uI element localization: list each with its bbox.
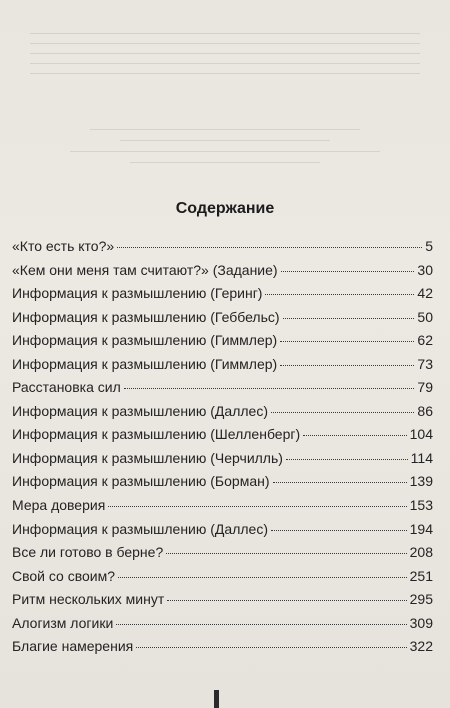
dot-leader xyxy=(286,459,408,460)
table-of-contents xyxy=(12,238,433,662)
toc-entry-page: 114 xyxy=(410,449,433,466)
toc-entry xyxy=(12,285,433,309)
toc-entry-page: 86 xyxy=(417,402,433,419)
toc-entry xyxy=(12,497,433,521)
toc-entry xyxy=(12,309,433,333)
toc-entry-page: 30 xyxy=(417,261,433,278)
toc-entry-title: Информация к размышлению (Шелленберг) xyxy=(12,426,301,443)
dot-leader xyxy=(167,600,406,601)
toc-entry-title: Информация к размышлению (Геббельс) xyxy=(12,308,280,325)
toc-entry-page: 295 xyxy=(409,591,433,608)
toc-entry-page: 73 xyxy=(417,355,433,372)
dot-leader xyxy=(271,412,414,413)
binding-mark xyxy=(214,690,219,708)
toc-entry-title: Алогизм логики xyxy=(12,614,114,631)
toc-entry xyxy=(12,356,433,380)
toc-entry-page: 5 xyxy=(425,238,433,254)
dot-leader xyxy=(108,506,406,507)
toc-entry-title: «Кем они меня там считают?» (Задание) xyxy=(12,261,278,278)
dot-leader xyxy=(117,247,422,248)
toc-entry-title: Информация к размышлению (Черчилль) xyxy=(12,449,283,466)
toc-entry-page: 208 xyxy=(409,544,433,561)
toc-entry xyxy=(12,403,433,427)
toc-entry-title: Свой со своим? xyxy=(12,567,116,584)
toc-entry-title: Расстановка сил xyxy=(12,379,121,396)
bleed-through-block-1 xyxy=(30,30,420,83)
toc-entry-page: 50 xyxy=(417,308,433,325)
toc-entry xyxy=(12,473,433,497)
toc-entry-title: Информация к размышлению (Даллес) xyxy=(12,520,268,537)
toc-entry-page: 104 xyxy=(409,426,433,443)
dot-leader xyxy=(118,577,407,578)
bleed-through-block-2 xyxy=(30,125,420,173)
toc-entry-page: 322 xyxy=(409,638,433,655)
toc-entry xyxy=(12,568,433,592)
toc-entry xyxy=(12,450,433,474)
toc-heading: Содержание xyxy=(175,200,275,217)
dot-leader xyxy=(166,553,406,554)
toc-entry xyxy=(12,379,433,403)
toc-entry-page: 62 xyxy=(417,332,433,349)
toc-entry xyxy=(12,332,433,356)
toc-entry xyxy=(12,262,433,286)
dot-leader xyxy=(281,271,415,272)
toc-entry-title: Информация к размышлению (Гиммлер) xyxy=(12,355,278,372)
toc-entry-title: Мера доверия xyxy=(12,497,106,514)
toc-entry-title: Ритм нескольких минут xyxy=(12,591,165,608)
toc-entry xyxy=(12,426,433,450)
toc-entry xyxy=(12,521,433,545)
dot-leader xyxy=(271,530,407,531)
dot-leader xyxy=(124,388,415,389)
toc-entry xyxy=(12,638,433,662)
toc-entry-page: 79 xyxy=(417,379,433,396)
toc-entry-title: Все ли готово в берне? xyxy=(12,544,164,561)
dot-leader xyxy=(136,647,406,648)
toc-entry-title: Информация к размышлению (Борман) xyxy=(12,473,270,490)
toc-entry-page: 42 xyxy=(417,285,433,302)
dot-leader xyxy=(280,365,414,366)
dot-leader xyxy=(116,624,406,625)
toc-entry-title: Благие намерения xyxy=(12,638,134,655)
dot-leader xyxy=(273,482,407,483)
toc-entry xyxy=(12,591,433,615)
toc-entry-page: 153 xyxy=(409,497,433,514)
toc-entry xyxy=(12,544,433,568)
toc-entry xyxy=(12,615,433,639)
toc-entry-title: Информация к размышлению (Геринг) xyxy=(12,285,263,302)
dot-leader xyxy=(303,435,406,436)
toc-entry-page: 251 xyxy=(409,567,433,584)
toc-entry xyxy=(12,238,433,262)
toc-entry-title: Информация к размышлению (Гиммлер) xyxy=(12,332,278,349)
dot-leader xyxy=(265,294,414,295)
dot-leader xyxy=(283,318,415,319)
dot-leader xyxy=(280,341,414,342)
toc-entry-page: 194 xyxy=(409,520,433,537)
toc-entry-page: 139 xyxy=(409,473,433,490)
toc-entry-page: 309 xyxy=(409,614,433,631)
toc-entry-title: «Кто есть кто?» xyxy=(12,238,115,254)
toc-entry-title: Информация к размышлению (Даллес) xyxy=(12,402,268,419)
